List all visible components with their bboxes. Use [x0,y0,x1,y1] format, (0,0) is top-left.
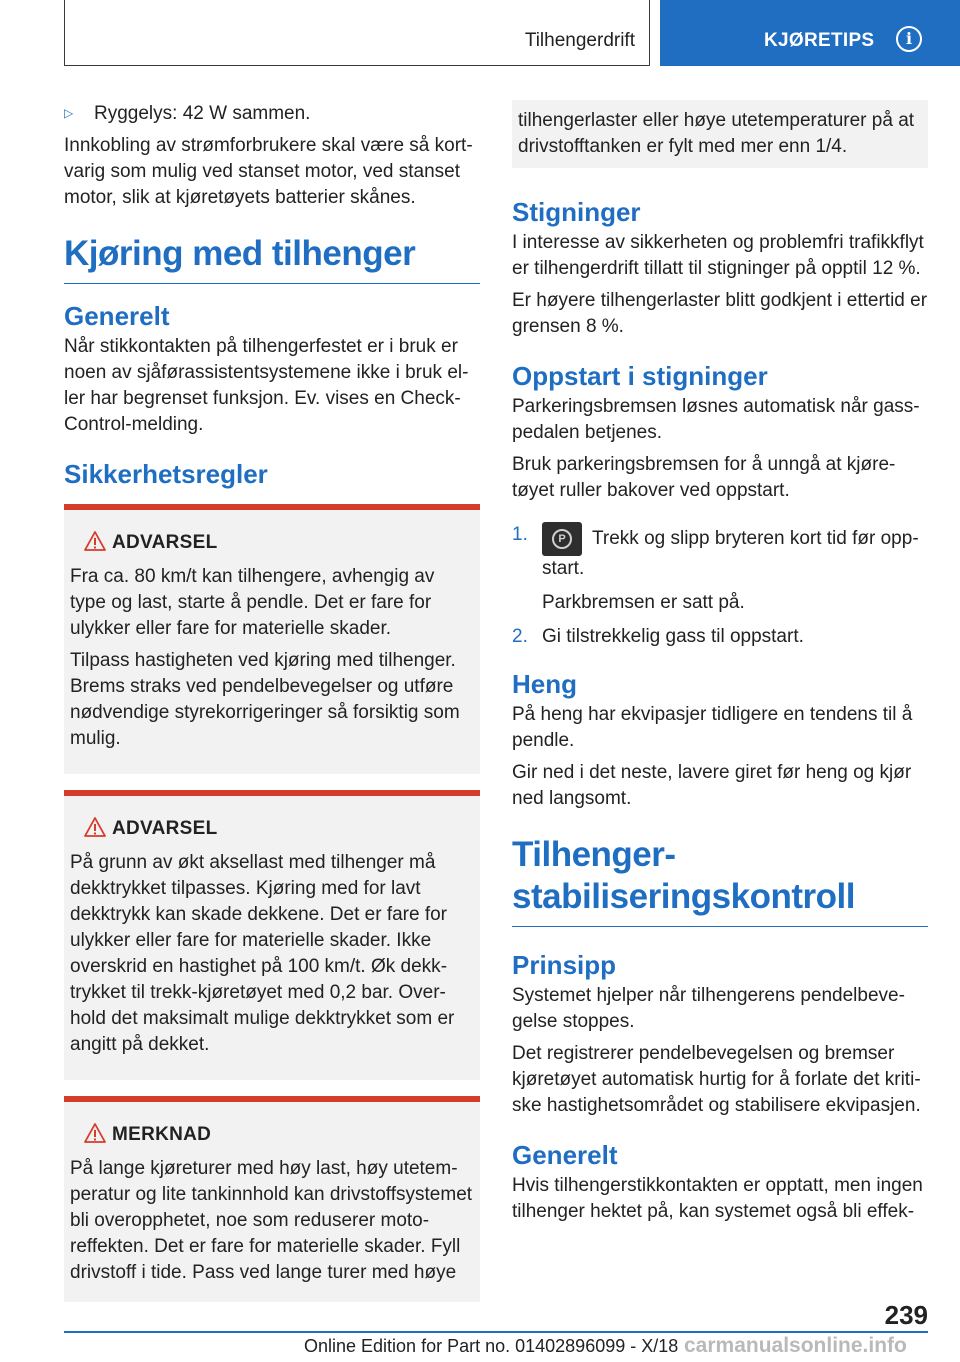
info-icon: i [896,26,922,52]
footer-watermark: carmanualsonline.info [684,1334,907,1357]
footer-divider [64,1331,928,1333]
header-section-title: Tilhengerdrift [524,30,635,51]
warning-box-1 [64,504,480,774]
decline-paragraph: Gir ned i det neste, lavere giret før heng og kjør ned langsomt. [512,762,912,809]
general-paragraph: Når stikkontakten på tilhengerfestet er i bruk er noen av sjåførassistentsystemene ikke i bruk eller har begrenset funksjon. Ev. vises en Check-Control-melding. [64,336,469,435]
note-text: tilhengerlaster eller høye utetemperaturer på at drivstofftanken er fylt med mer enn 1/4. [518,110,915,157]
warning-header [70,814,474,844]
slopes-paragraph: I interesse av sikkerheten og problemfri trafikkflyt er tilhengerdrift tillatt til stigninger på opptil 12 %. [512,232,924,279]
bullet-item: ▷ Ryggelys: 42 W sammen. [64,100,480,127]
note-box [64,1096,480,1302]
right-column [512,100,928,1231]
note-title: MERKNAD [112,1124,212,1145]
heading-slopes: Stigninger [512,197,641,227]
step-item [512,522,928,616]
heading-trailer-driving: Kjøring med tilhenger [64,233,480,284]
decline-paragraph: På heng har ekvipasjer tidligere en tendens til å pendle. [512,704,913,751]
header-chapter-tab [660,0,960,66]
warning-triangle-icon [84,530,106,552]
heading-general-right: Generelt [512,1140,618,1170]
warning-triangle-icon [84,1122,106,1144]
heading-principle: Prinsipp [512,950,617,980]
steps-list [512,522,928,650]
warning-text: Tilpass hastigheten ved kjøring med tilhenger. Brems straks ved pendelbevegelser og utføre nødvendige styrekorrigeringer så forsiktig som mulig. [70,650,460,749]
header-section-tab [64,0,650,66]
warning-box-2 [64,790,480,1080]
triangle-right-icon: ▷ [64,106,74,120]
step-number: 2. [512,626,528,647]
warning-title: ADVARSEL [112,532,218,553]
heading-trailer-stability-control: Tilhenger- stabiliseringskontroll [512,834,928,927]
step-item [512,624,928,650]
general-paragraph-right: Hvis tilhengerstikkontakten er opptatt, men ingen tilhenger hektet på, kan systemet også bli effek- [512,1175,923,1222]
principle-paragraph: Det registrerer pendelbevegelsen og bremser kjøretøyet automatisk hurtig for å forlate det kritiske hastighetsområdet og stabilisere ekvipasjen. [512,1043,921,1116]
left-column [64,100,480,1302]
warning-text: På grunn av økt aksellast med tilhenger må dekktrykket tilpasses. Kjøring med for lavt dekktrykk kan skade dekkene. Det er fare for ulykker eller fare for materielle skader. Ikke overskrid en hastighet på 100 km/t. Øk dekktrykket til trekk-kjøretøyet med 0,2 bar. Overhold det maksimalt mulige dekktrykket som er angitt på dekket. [70,852,455,1055]
warning-text: Fra ca. 80 km/t kan tilhengere, avhengig av type og last, starte å pendle. Det er fare for ulykker eller fare for materielle skader. [70,566,435,639]
page-number: 239 [884,1300,928,1330]
footer-edition: Online Edition for Part no. 01402896099 - X/18 [304,1336,679,1356]
step-subtext: Parkbremsen er satt på. [542,592,745,613]
heading-decline: Heng [512,669,577,699]
heading-general: Generelt [64,301,170,331]
intro-paragraph: Innkobling av strømforbrukere skal være så kortvarig som mulig ved stanset motor, ved stanset motor, slik at kjøretøyets batterier skånes. [64,135,473,208]
note-header [70,1120,474,1150]
warning-triangle-icon [84,816,106,838]
step-number: 1. [512,524,528,545]
step-text: Trekk og slipp bryteren kort tid før oppstart. [542,528,919,579]
note-text: På lange kjøreturer med høy last, høy utetemperatur og lite tankinnhold kan drivstoffsystemet bli overopphetet, noe som reduserer motoreffekten. Det er fare for materielle skader. Fyll drivstoff i tide. Pass ved lange turer med høye [70,1158,473,1283]
parking-brake-button-icon: P [542,522,582,556]
principle-paragraph: Systemet hjelper når tilhengerens pendelbevegelse stoppes. [512,985,905,1032]
hill-start-paragraph: Parkeringsbremsen løsnes automatisk når gasspedalen betjenes. [512,396,920,443]
step-text: Gi tilstrekkelig gass til oppstart. [542,626,804,647]
warning-title: ADVARSEL [112,818,218,839]
header-chapter-title: KJØRETIPS [764,30,875,51]
hill-start-paragraph: Bruk parkeringsbremsen for å unngå at kjøretøyet ruller bakover ved oppstart. [512,454,896,501]
slopes-paragraph: Er høyere tilhengerlaster blitt godkjent i ettertid er grensen 8 %. [512,290,928,337]
warning-header [70,528,474,558]
note-box-continued [512,100,928,168]
heading-hill-start: Oppstart i stigninger [512,361,768,391]
heading-safety-rules: Sikkerhetsregler [64,459,268,489]
